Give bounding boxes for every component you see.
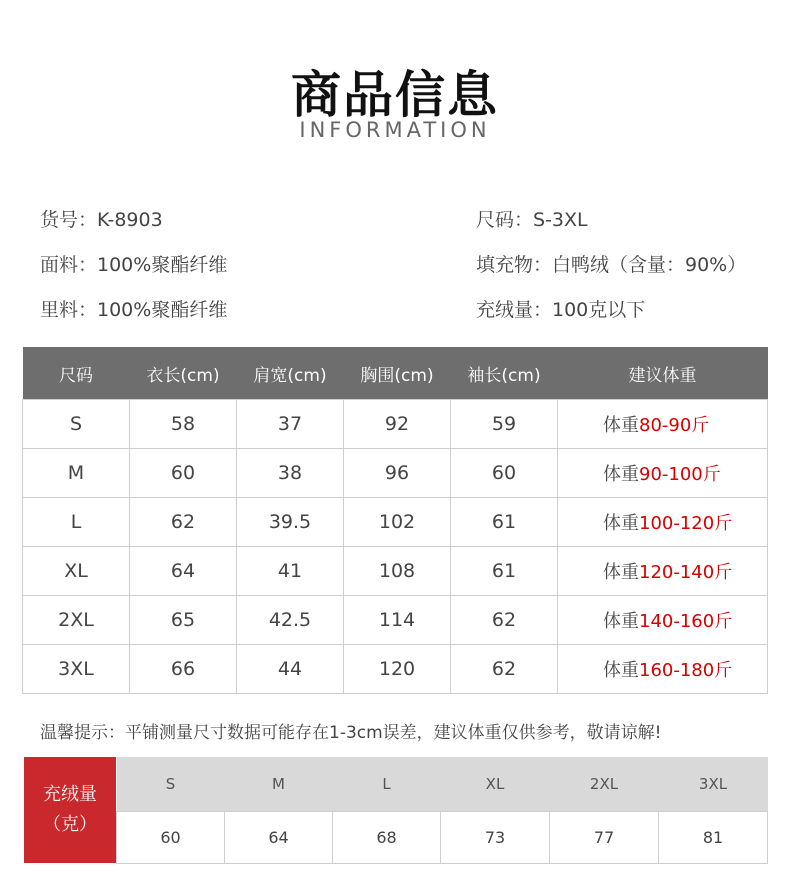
cell-chest: 108 — [344, 547, 451, 596]
weight-range: 100-120斤 — [639, 513, 733, 534]
cell-size: S — [23, 400, 130, 449]
fill-value: 81 — [659, 812, 768, 864]
cell-size: L — [23, 498, 130, 547]
cell-shoulder: 37 — [237, 400, 344, 449]
table-row — [23, 547, 768, 596]
weight-range: 120-140斤 — [639, 562, 733, 583]
fill-size: XL — [441, 757, 550, 812]
size-table-header — [23, 347, 768, 400]
header-size: 尺码 — [23, 347, 130, 400]
weight-range: 90-100斤 — [639, 464, 721, 485]
header-length: 衣长(cm) — [130, 347, 237, 400]
fill-value: 68 — [333, 812, 441, 864]
fill-amount-table — [116, 757, 768, 864]
cell-length: 66 — [130, 645, 237, 694]
header-chest: 胸围(cm) — [344, 347, 451, 400]
weight-range: 80-90斤 — [639, 415, 710, 436]
cell-shoulder: 38 — [237, 449, 344, 498]
info-item-no: 货号：K-8903 — [40, 209, 163, 231]
info-filling: 填充物：白鸭绒（含量：90%） — [476, 254, 747, 276]
cell-chest: 102 — [344, 498, 451, 547]
fill-value: 77 — [550, 812, 659, 864]
table-row — [23, 596, 768, 645]
weight-range: 140-160斤 — [639, 611, 733, 632]
info-lining: 里料：100%聚酯纤维 — [40, 299, 228, 321]
info-size-range: 尺码：S-3XL — [476, 209, 588, 231]
weight-prefix: 体重 — [603, 611, 639, 632]
cell-chest: 120 — [344, 645, 451, 694]
cell-weight — [558, 596, 768, 645]
fill-amount-label — [24, 757, 116, 863]
fill-size: 3XL — [659, 757, 768, 812]
cell-weight — [558, 449, 768, 498]
header-shoulder: 肩宽(cm) — [237, 347, 344, 400]
cell-sleeve: 62 — [451, 645, 558, 694]
cell-shoulder: 44 — [237, 645, 344, 694]
cell-shoulder: 41 — [237, 547, 344, 596]
header-sleeve: 袖长(cm) — [451, 347, 558, 400]
table-row — [23, 498, 768, 547]
cell-sleeve: 60 — [451, 449, 558, 498]
weight-prefix: 体重 — [603, 464, 639, 485]
cell-chest: 96 — [344, 449, 451, 498]
measurement-tip: 温馨提示：平铺测量尺寸数据可能存在1-3cm误差，建议体重仅供参考，敬请谅解! — [40, 723, 662, 743]
cell-sleeve: 61 — [451, 498, 558, 547]
cell-size: XL — [23, 547, 130, 596]
cell-size: 3XL — [23, 645, 130, 694]
cell-sleeve: 61 — [451, 547, 558, 596]
fill-size: L — [333, 757, 441, 812]
cell-weight — [558, 400, 768, 449]
fill-value: 64 — [225, 812, 333, 864]
fill-size: M — [225, 757, 333, 812]
cell-weight — [558, 645, 768, 694]
weight-prefix: 体重 — [603, 513, 639, 534]
cell-length: 64 — [130, 547, 237, 596]
header-weight: 建议体重 — [558, 347, 768, 400]
info-fabric: 面料：100%聚酯纤维 — [40, 254, 228, 276]
fill-size: S — [117, 757, 225, 812]
cell-weight — [558, 547, 768, 596]
cell-length: 60 — [130, 449, 237, 498]
fill-value: 60 — [117, 812, 225, 864]
weight-range: 160-180斤 — [639, 660, 733, 681]
cell-size: M — [23, 449, 130, 498]
cell-chest: 114 — [344, 596, 451, 645]
cell-length: 62 — [130, 498, 237, 547]
fill-size: 2XL — [550, 757, 659, 812]
page-subtitle: INFORMATION — [299, 118, 491, 142]
page-title: 商品信息 — [291, 66, 499, 124]
info-fill-amount: 充绒量：100克以下 — [476, 299, 646, 321]
cell-length: 65 — [130, 596, 237, 645]
cell-size: 2XL — [23, 596, 130, 645]
fill-value: 73 — [441, 812, 550, 864]
cell-sleeve: 59 — [451, 400, 558, 449]
table-row — [23, 645, 768, 694]
weight-prefix: 体重 — [603, 562, 639, 583]
table-row — [23, 400, 768, 449]
fill-label-line2: （克） — [43, 814, 97, 835]
table-row — [23, 449, 768, 498]
fill-label-line1: 充绒量 — [43, 784, 97, 805]
cell-shoulder: 42.5 — [237, 596, 344, 645]
cell-sleeve: 62 — [451, 596, 558, 645]
fill-table-row — [117, 812, 768, 864]
weight-prefix: 体重 — [603, 415, 639, 436]
weight-prefix: 体重 — [603, 660, 639, 681]
cell-chest: 92 — [344, 400, 451, 449]
fill-table-header — [117, 757, 768, 812]
cell-shoulder: 39.5 — [237, 498, 344, 547]
cell-weight — [558, 498, 768, 547]
cell-length: 58 — [130, 400, 237, 449]
size-table — [22, 347, 768, 694]
